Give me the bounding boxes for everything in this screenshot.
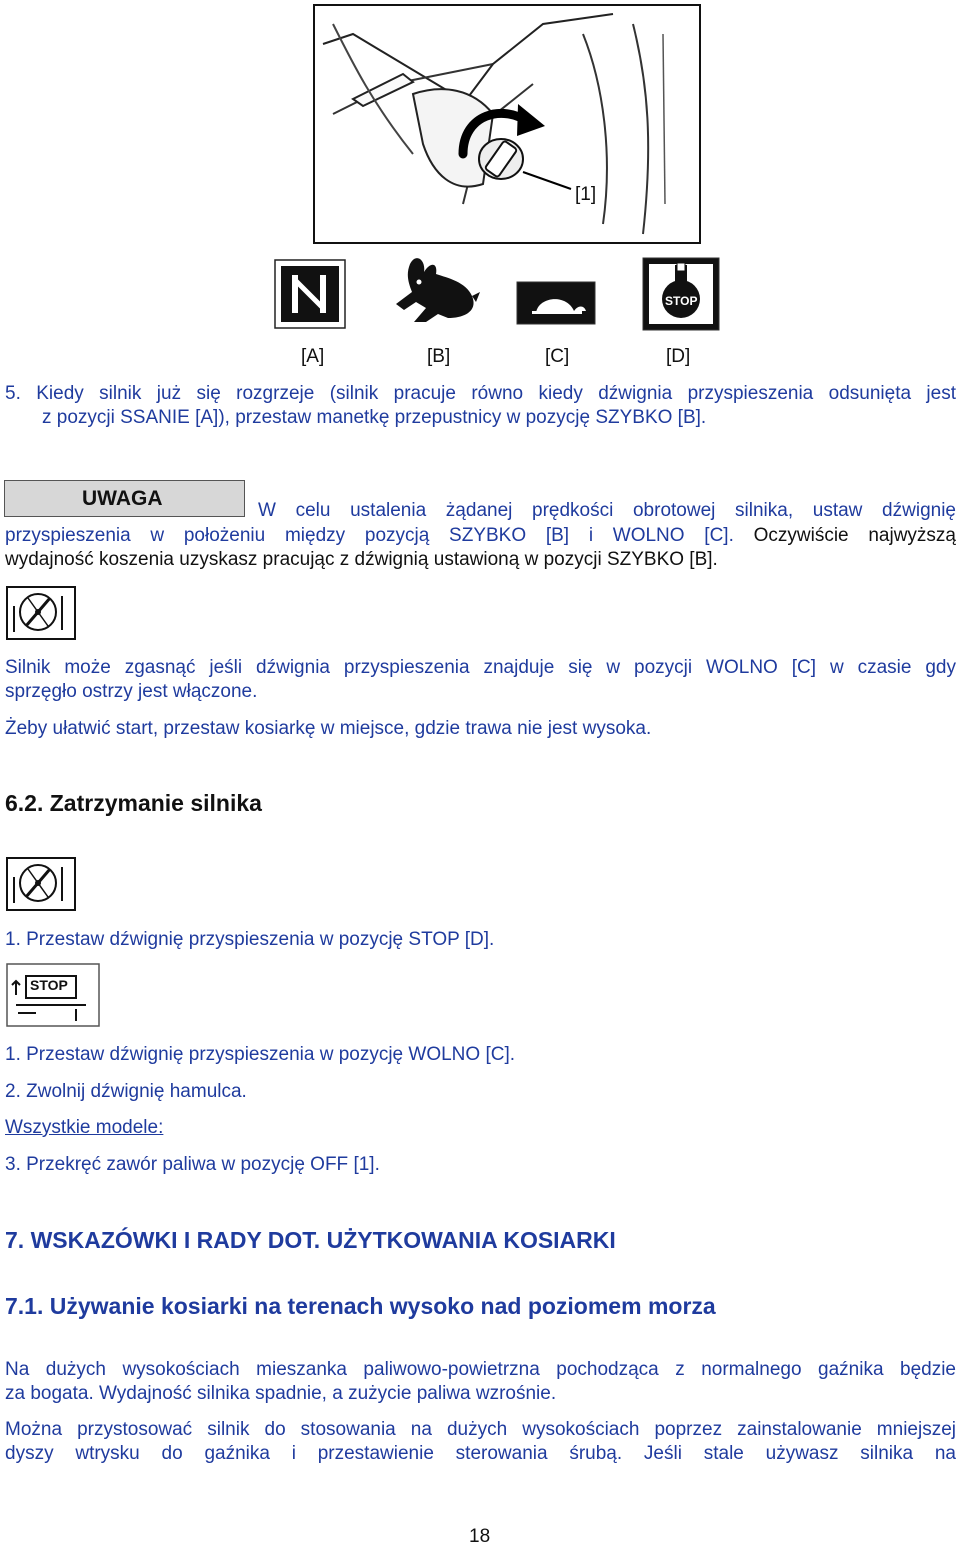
note-p1-line1: Silnik może zgasnąć jeśli dźwignia przyspieszenia znajduje się w pozycji WOLNO [C] w czasie gdy [5,657,956,678]
stop-lever-icon-text: STOP [30,977,68,993]
rabbit-icon [386,252,482,330]
warning-line2-black: Oczywiście najwyższą [733,525,956,546]
stop-lever-icon [6,963,100,1027]
page-number: 18 [469,1526,491,1547]
fuel-valve-illustration [313,4,701,244]
warning-line3: wydajność koszenia uzyskasz pracując z dźwignią ustawioną w pozycji SZYBKO [B]. [5,549,718,570]
warning-badge-text: UWAGA [82,487,163,510]
callout-label: [1] [575,184,597,205]
turtle-icon [516,281,596,325]
step5-line1: 5. Kiedy silnik już się rozgrzeje (silnik pracuje równo kiedy dźwignia przyspieszenia odsunięta jest [5,383,956,404]
label-d: [D] [666,346,691,367]
label-c: [C] [545,346,570,367]
section-7-p2-line1: Można przystosować silnik do stosowania na dużych wysokościach poprzez zainstalowanie mniejszej [5,1419,956,1440]
all-models-label: Wszystkie modele: [5,1117,164,1138]
warning-line2 [5,524,956,548]
section-7-heading: 7. WSKAZÓWKI I RADY DOT. UŻYTKOWANIA KOSIARKI [5,1227,616,1253]
step-6-2-b1: 1. Przestaw dźwignię przyspieszenia w pozycję WOLNO [C]. [5,1044,516,1065]
step-6-2-b2: 2. Zwolnij dźwignię hamulca. [5,1081,247,1102]
step-6-2-a: 1. Przestaw dźwignię przyspieszenia w pozycję STOP [D]. [5,929,495,950]
choke-icon [274,259,346,329]
section-7-p1-line1: Na dużych wysokościach mieszanka paliwowo-powietrzna pochodząca z normalnego gaźnika będzie [5,1359,956,1380]
section-7-p1-line2: za bogata. Wydajność silnika spadnie, a zużycie paliwa wzrośnie. [5,1383,557,1404]
section-7-1-heading: 7.1. Używanie kosiarki na terenach wysoko nad poziomem morza [5,1293,716,1319]
warning-badge [4,480,245,517]
label-b: [B] [427,346,451,367]
section-6-2-heading: 6.2. Zatrzymanie silnika [5,790,262,816]
blade-warning-icon [6,586,76,640]
stop-icon-text: STOP [665,294,698,308]
step-6-2-b3: 3. Przekręć zawór paliwa w pozycję OFF [1]. [5,1154,380,1175]
blade-warning-icon-2 [6,857,76,911]
section-7-p2-line2: dyszy wtrysku do gaźnika i przestawienie sterowania śrubą. Jeśli stale używasz silnika na [5,1443,956,1464]
note-p2: Żeby ułatwić start, przestaw kosiarkę w miejsce, gdzie trawa nie jest wysoka. [5,718,652,739]
note-p1-line2: sprzęgło ostrzy jest włączone. [5,681,258,702]
step5-line2: z pozycji SSANIE [A]), przestaw manetkę przepustnicy w pozycję SZYBKO [B]. [42,407,707,428]
warning-line2-blue: przyspieszenia w położeniu między pozycją SZYBKO [B] i WOLNO [C]. [5,525,734,546]
stop-icon [642,257,720,331]
label-a: [A] [301,346,325,367]
warning-line1: W celu ustalenia żądanej prędkości obrotowej silnika, ustaw dźwignię [258,500,956,521]
